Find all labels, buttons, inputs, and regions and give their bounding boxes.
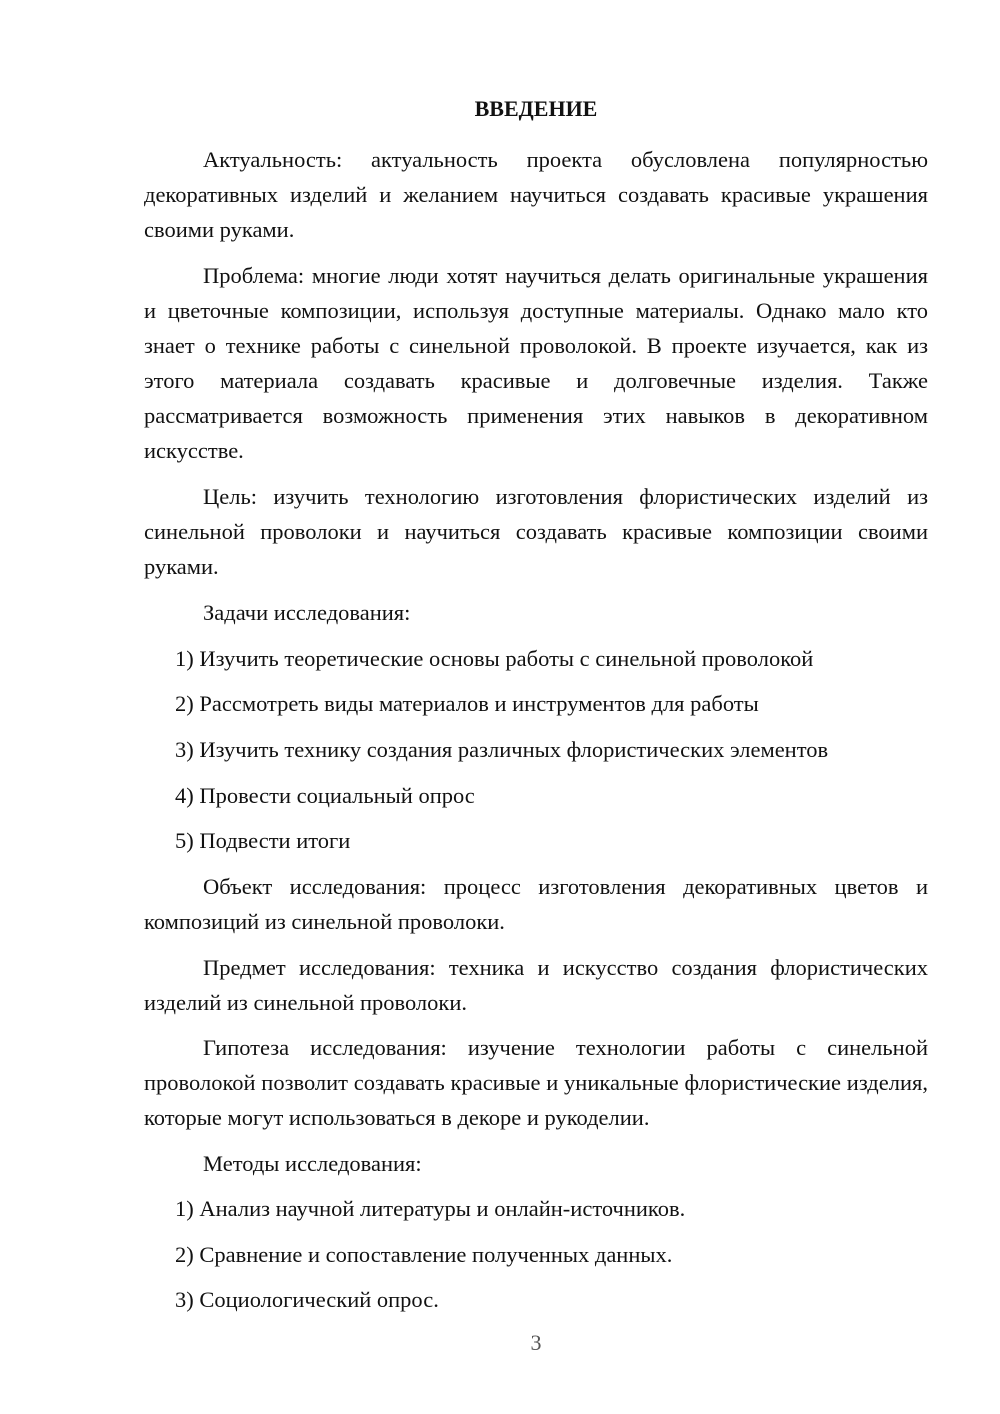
tasks-heading: Задачи исследования: [203, 600, 411, 625]
page-number: 3 [530, 1330, 542, 1355]
hypothesis-paragraph: Гипотеза исследования: изучение технологии работы с синельной проволокой позволит создавать красивые и уникальные флористические изделия, которые могут использоваться в декоре и рукоделии. [144, 1035, 928, 1130]
page-title: ВВЕДЕНИЕ [474, 96, 598, 121]
task-item: 4) Провести социальный опрос [175, 783, 475, 808]
relevance-paragraph: Актуальность: актуальность проекта обусловлена популярностью декоративных изделий и желанием научиться создавать красивые украшения своими руками. [144, 147, 928, 242]
method-item: 3) Социологический опрос. [175, 1287, 439, 1312]
task-item: 1) Изучить теоретические основы работы с синельной проволокой [175, 646, 814, 671]
method-item: 2) Сравнение и сопоставление полученных данных. [175, 1242, 673, 1267]
subject-paragraph: Предмет исследования: техника и искусство создания флористических изделий из синельной проволоки. [144, 955, 928, 1015]
task-item: 5) Подвести итоги [175, 828, 351, 853]
method-item: 1) Анализ научной литературы и онлайн-источников. [175, 1196, 686, 1221]
object-paragraph: Объект исследования: процесс изготовления декоративных цветов и композиций из синельной проволоки. [144, 874, 928, 934]
task-item: 2) Рассмотреть виды материалов и инструментов для работы [175, 691, 759, 716]
task-item: 3) Изучить технику создания различных флористических элементов [175, 737, 829, 762]
goal-paragraph: Цель: изучить технологию изготовления флористических изделий из синельной проволоки и научиться создавать красивые композиции своими руками. [144, 484, 928, 579]
methods-heading: Методы исследования: [203, 1151, 422, 1176]
problem-paragraph: Проблема: многие люди хотят научиться делать оригинальные украшения и цветочные композиции, используя доступные материалы. Однако мало кто знает о технике работы с синельной проволокой. В проекте изучается, как из этого материала создавать красивые и долговечные изделия. Также рассматривается возможность применения этих навыков в декоративном искусстве. [144, 263, 928, 463]
